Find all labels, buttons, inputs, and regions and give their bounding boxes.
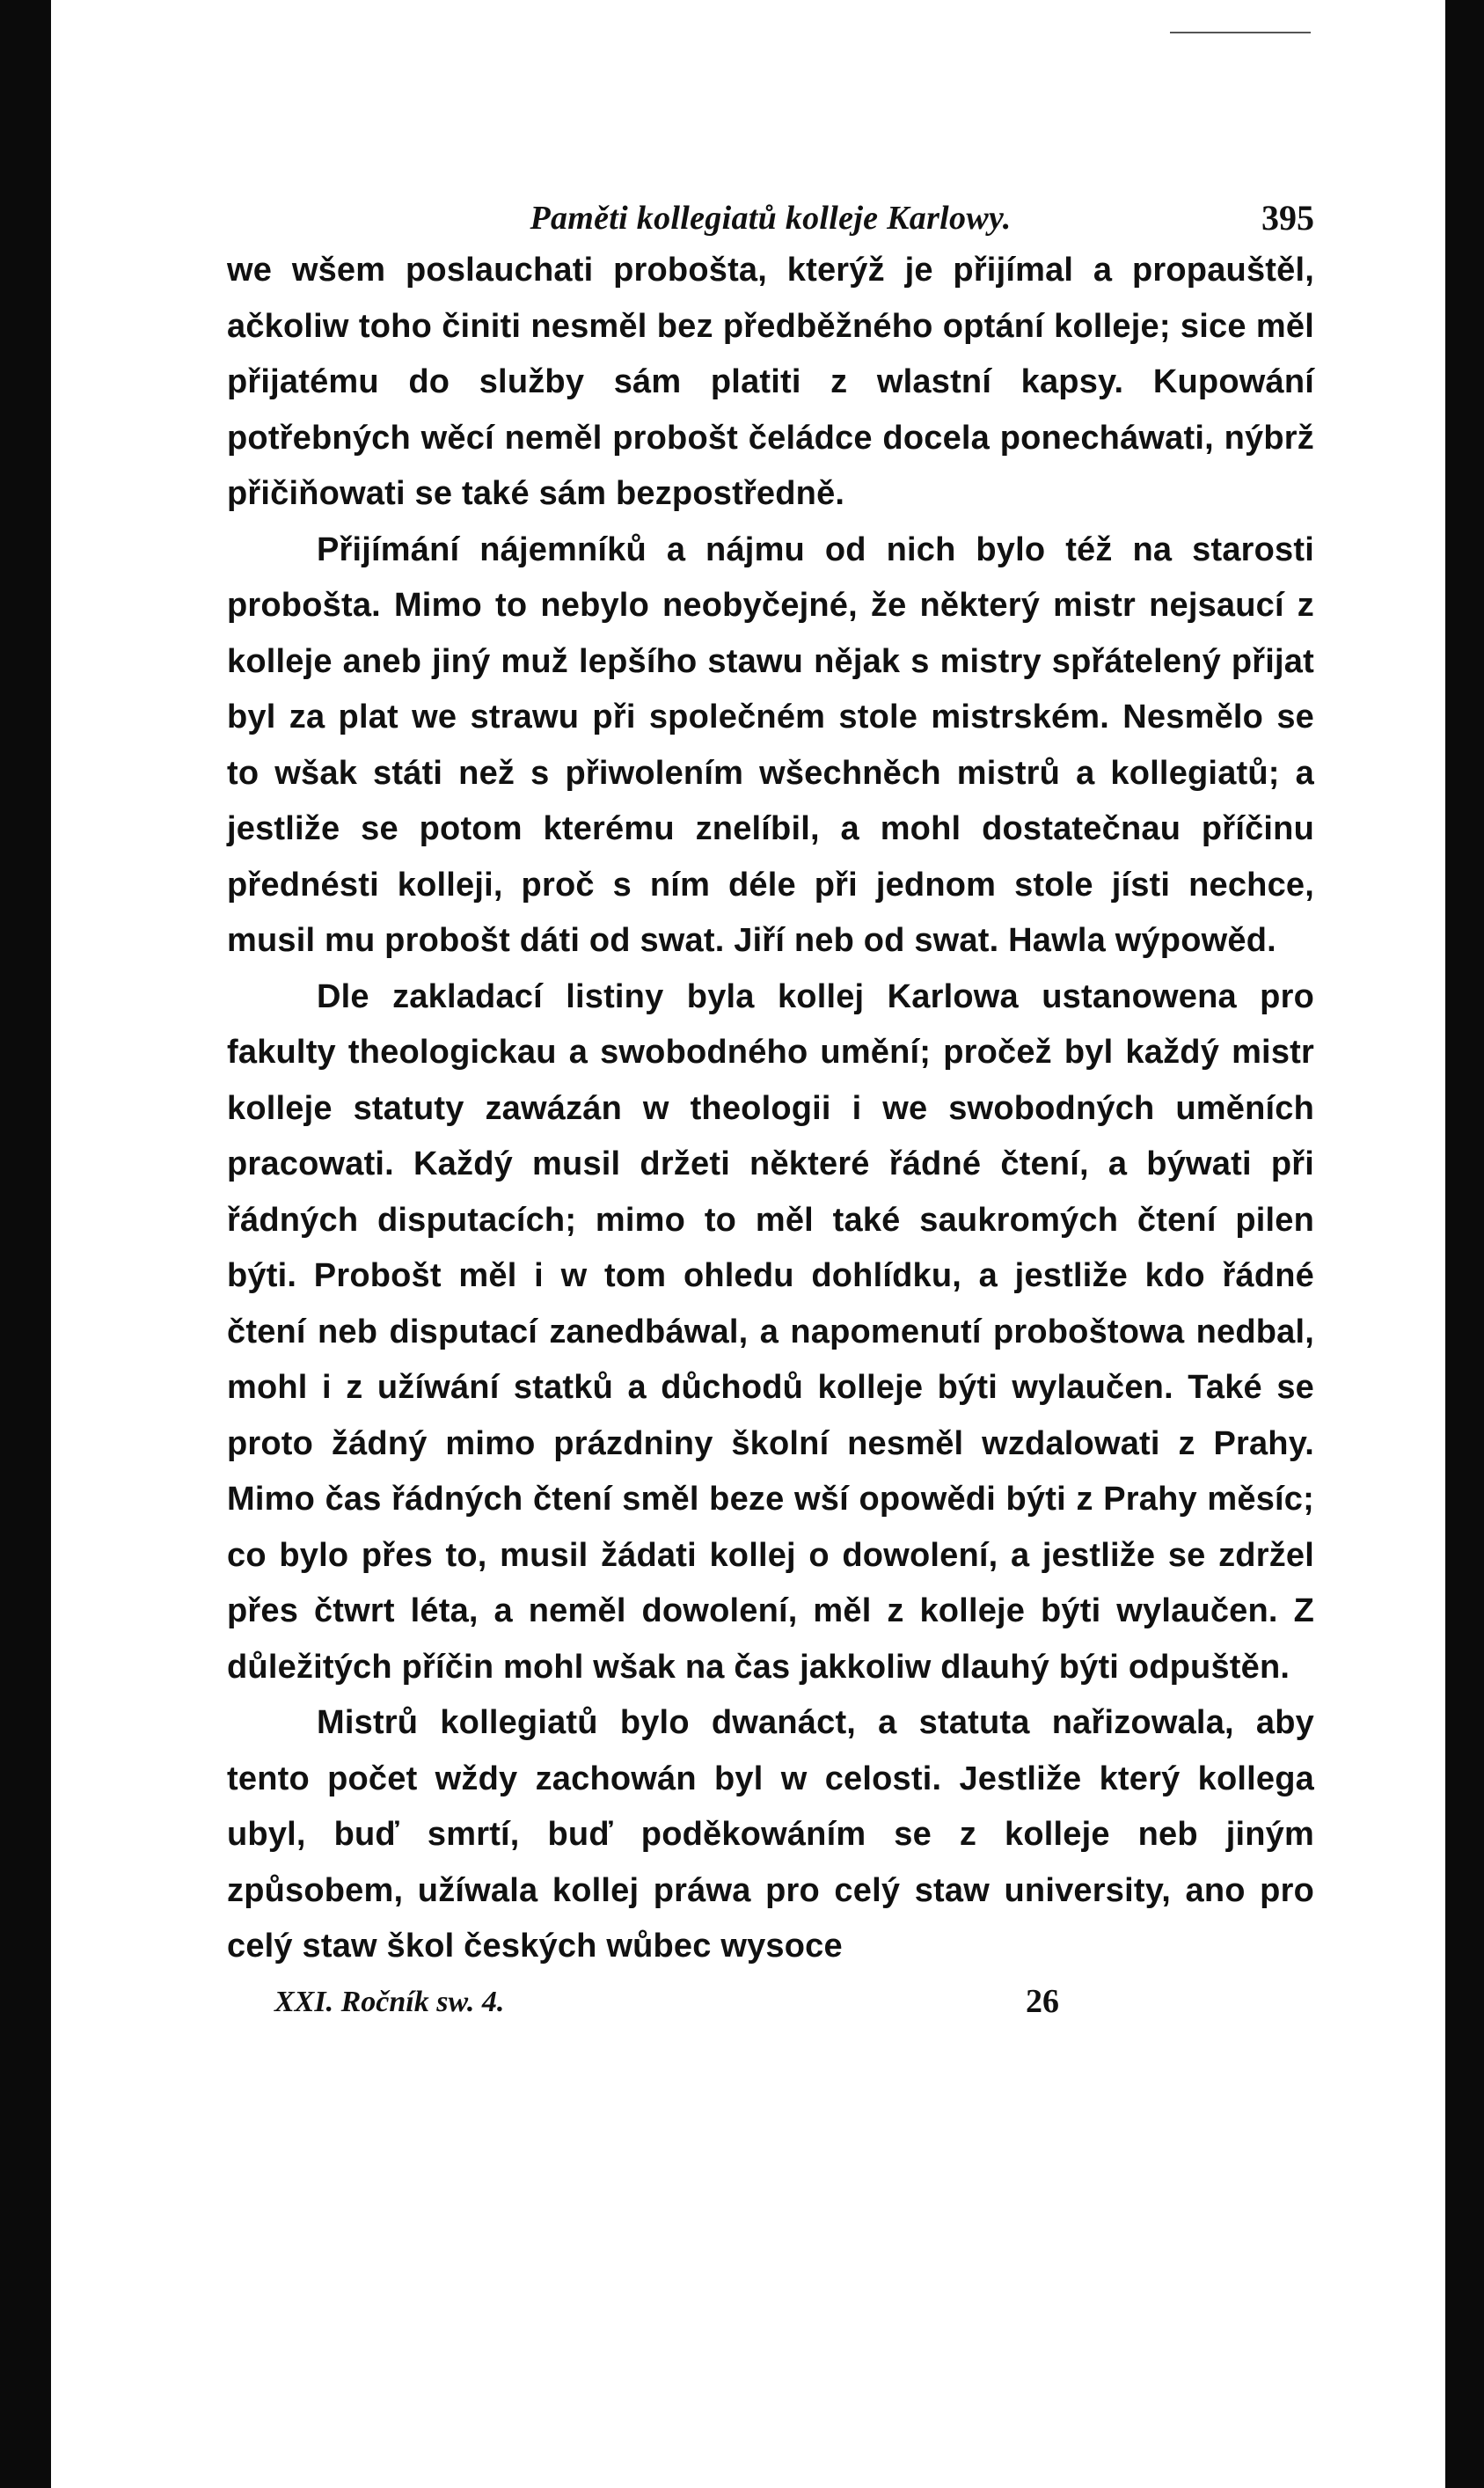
paragraph: Mistrů kollegiatů bylo dwanáct, a statuta nařizowala, aby tento počet wždy zachowán byl w celosti. Jestliže který kollega ubyl, buď smrtí, buď poděkowáním se z kolleje neb jiným způsobem, užíwala kollej práwa pro celý staw university, ano pro celý staw škol českých wůbec wysoce [227,1704,1314,1965]
sheet-number: 26 [1026,1982,1059,2020]
paragraph: Přijímání nájemníků a nájmu od nich bylo též na starosti probošta. Mimo to nebylo neobyčejné, že některý mistr nejsaucí z kolleje aneb jiný muž lepšího stawu nějak s mistry spřátelený přijat byl za plat we strawu při společném stole mistrském. Nesmělo se to wšak státi než s přiwolením wšechněch mistrů a kollegiatů; a jestliže se potom kterému znelíbil, a mohl dostatečnau příčinu přednésti kolleji, proč s ním déle při jednom stole jísti nechce, musil mu probošt dáti od swat. Jiří neb od swat. Hawla wýpowěd. [227,531,1314,959]
scan-border-right [1445,0,1484,2488]
running-title: Paměti kollegiatů kolleje Karlowy. [530,200,1012,237]
body-text [227,243,1314,1975]
page-content [227,176,1314,2033]
page-number: 395 [1261,198,1314,238]
page-footer [227,1979,1314,2033]
signature-mark: XXI. Ročník sw. 4. [274,1985,505,2018]
running-head [227,176,1314,238]
paragraph: we wšem poslauchati probošta, kterýž je přijímal a propauštěl, ačkoliw toho činiti nesměl bez předběžného optání kolleje; sice měl přijatému do služby sám platiti z wlastní kapsy. Kupowání potřebných wěcí neměl probošt čeládce docela ponecháwati, nýbrž přičiňowati se také sám bezpostředně. [227,252,1314,512]
scan-mark [1170,32,1311,33]
paragraph: Dle zakladací listiny byla kollej Karlowa ustanowena pro fakulty theologickau a swobodného umění; pročež byl každý mistr kolleje statuty zawázán w theologii i we swobodných uměních pracowati. Každý musil držeti některé řádné čtení, a býwati při řádných disputacích; mimo to měl také saukromých čtení pilen býti. Probošt měl i w tom ohledu dohlídku, a jestliže kdo řádné čtení neb disputací zanedbáwal, a napomenutí proboštowa nedbal, mohl i z užíwání statků a důchodů kolleje býti wylaučen. Také se proto žádný mimo prázdniny školní nesměl wzdalowati z Prahy. Mimo čas řádných čtení směl beze wší opowědi býti z Prahy měsíc; co bylo přes to, musil žádati kollej o dowolení, a jestliže se zdržel přes čtwrt léta, a neměl dowolení, měl z kolleje býti wylaučen. Z důležitých příčin mohl wšak na čas jakkoliw dlauhý býti odpuštěn. [227,977,1314,1686]
scan-border-left [0,0,51,2488]
